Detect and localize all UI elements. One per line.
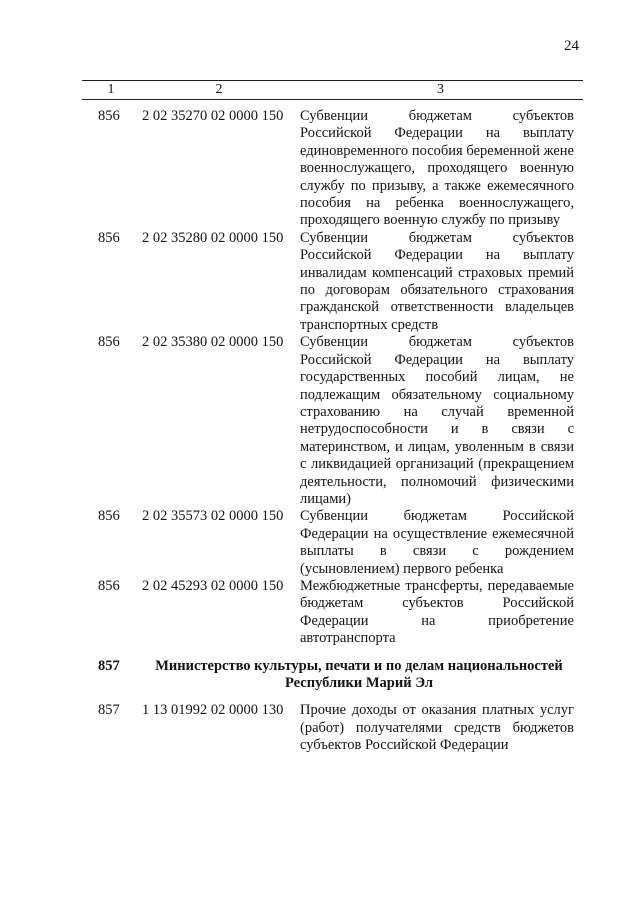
column-header-3: 3 (437, 82, 444, 97)
budget-classification-code: 2 02 35270 02 0000 150 (142, 108, 284, 124)
revenue-description: Межбюджетные трансферты, передаваемые бюджетам субъектов Российской Федерации на приобретение автотранспорта (300, 577, 574, 647)
table-body (82, 108, 583, 755)
table-row (82, 334, 583, 508)
section-code: 857 (98, 657, 120, 674)
table-row (82, 508, 583, 578)
budget-classification-code: 2 02 35573 02 0000 150 (142, 508, 284, 525)
budget-classification-code: 2 02 45293 02 0000 150 (142, 577, 284, 594)
admin-code: 856 (98, 108, 120, 124)
revenue-description: Субвенции бюджетам субъектов Российской Федерации на выплату государственных пособий лицам, не подлежащим обязательному социальному страхованию на случай временной нетрудоспособности и в связи с материнством, и лицам, уволенным в связи с ликвидацией организаций (прекращением деятельности, полномочий физическими лицами) (300, 334, 574, 507)
section-title: Министерство культуры, печати и по делам национальностей Республики Марий Эл (155, 657, 563, 691)
budget-classification-code: 2 02 35280 02 0000 150 (142, 229, 284, 246)
admin-code: 857 (98, 702, 120, 719)
table-row (82, 108, 583, 230)
page-number: 24 (564, 38, 579, 54)
admin-code: 856 (98, 577, 120, 594)
admin-code: 856 (98, 334, 120, 351)
revenue-description: Субвенции бюджетам субъектов Российской Федерации на выплату единовременного пособия беременной жене военнослужащего, проходящего военную службу по призыву, а также ежемесячного пособия на ребенка военнослужащего, проходящего военную службу по призыву (300, 108, 574, 229)
table-header (82, 80, 583, 100)
revenue-description: Субвенции бюджетам субъектов Российской Федерации на выплату инвалидам компенсаций страховых премий по договорам обязательного страхования гражданской ответственности владельцев транспортных средств (300, 229, 574, 333)
admin-code: 856 (98, 508, 120, 525)
table-row (82, 578, 583, 648)
column-header-2: 2 (215, 82, 223, 97)
revenue-description: Субвенции бюджетам Российской Федерации на осуществление ежемесячной выплаты в связи с рождением (усыновлением) первого ребенка (300, 508, 574, 577)
budget-classification-code: 1 13 01992 02 0000 130 (142, 702, 284, 719)
table-row (82, 230, 583, 334)
budget-classification-code: 2 02 35380 02 0000 150 (142, 334, 284, 351)
section-heading-row (82, 658, 583, 693)
table-row (82, 702, 583, 754)
revenue-description: Прочие доходы от оказания платных услуг (работ) получателями средств бюджетов субъектов Российской Федерации (300, 702, 574, 754)
admin-code: 856 (98, 229, 120, 246)
column-header-1: 1 (107, 82, 115, 97)
